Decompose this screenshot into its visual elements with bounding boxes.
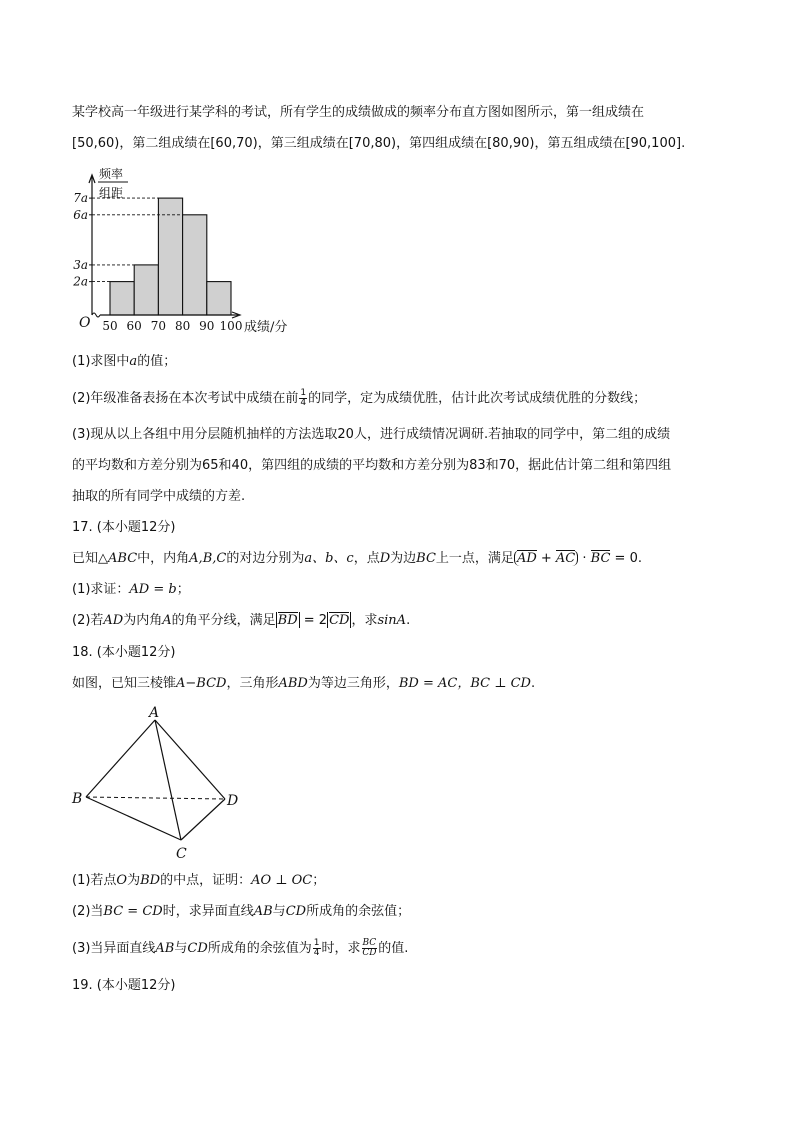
q18-header: 18. (本小题12分) [72, 645, 176, 660]
line-ab: AB [155, 941, 175, 956]
plus-sign: + [536, 551, 556, 566]
text: ，三角形 [226, 676, 279, 691]
point-d: D [379, 551, 391, 566]
x-tick-label: 80 [174, 319, 191, 333]
text: 的角平分线，满足 [171, 613, 276, 628]
dot-sign: · [578, 551, 591, 566]
x-tick-label: 100 [219, 319, 243, 333]
text: 已知 [72, 551, 99, 566]
histogram-bar [110, 282, 134, 315]
conditions: BD = AC，BC ⊥ CD [398, 676, 531, 691]
origin-label: O [79, 315, 91, 331]
text: 的对边分别为 [226, 551, 305, 566]
y-tick-label: 6a [73, 207, 88, 222]
numerator: 1 [313, 938, 320, 948]
numerator: BC [362, 938, 377, 948]
histogram-bar [207, 282, 231, 315]
numerator: 1 [300, 388, 307, 398]
text: ； [312, 873, 326, 888]
q16-part3-line3: 抽取的所有同学中成绩的方差. [72, 489, 246, 504]
text: ，点 [353, 551, 380, 566]
x-axis-label: 成绩/分 [244, 320, 288, 335]
text: (2)若 [72, 613, 104, 628]
text: 所成角的余弦值； [306, 904, 411, 919]
q18-part2 [72, 902, 410, 922]
angles: A,B,C [189, 551, 227, 566]
denominator: CD [362, 948, 377, 958]
vector-bd: BD [277, 613, 298, 628]
y-tick-label: 3a [73, 257, 88, 272]
text: (2)年级准备表扬在本次考试中成绩在前 [72, 391, 299, 406]
text: 为等边三角形， [307, 676, 399, 691]
text: (2)当 [72, 904, 104, 919]
edge-ac [155, 720, 181, 840]
text: 的值. [378, 941, 409, 956]
line-cd: CD [285, 904, 307, 919]
q17-part2 [72, 611, 410, 631]
x-tick-label: 50 [102, 319, 118, 333]
text: ，求 [351, 613, 378, 628]
text: 时，求异面直线 [162, 904, 254, 919]
text: 为内角 [123, 613, 163, 628]
tetrahedron-figure [68, 700, 258, 865]
text: 的同学，定为成绩优胜，估计此次考试成绩优胜的分数线； [308, 391, 647, 406]
q16-intro-line2: [50,60)，第二组成绩在[60,70)，第三组成绩在[70,80)，第四组成绩在[80,90)，第五组成绩在[90,100]. [72, 136, 686, 151]
vector-ac: AC [555, 551, 576, 566]
vertex-a-label: A [149, 705, 160, 721]
abs-vector-bd [276, 612, 300, 628]
q16-part1 [72, 352, 176, 372]
text: 如图，已知三棱锥 [72, 676, 177, 691]
sides: a、b、c [304, 551, 354, 566]
equals-two: = 2 [299, 613, 328, 628]
q17-header: 17. (本小题12分) [72, 520, 176, 535]
line-cd: CD [187, 941, 208, 956]
text: 的中点，证明： [160, 873, 252, 888]
q19-header: 19. (本小题12分) [72, 978, 176, 993]
y-tick-label: 2a [73, 274, 88, 289]
vector-ad: AD [516, 551, 537, 566]
x-tick-label: 60 [126, 319, 142, 333]
edge-ab [86, 720, 155, 797]
y-label-numerator: 频率 [99, 167, 124, 181]
text: 的值； [137, 354, 177, 369]
equation: AD = b [129, 582, 177, 597]
text: 时，求 [321, 941, 361, 956]
segment-bc: BC [416, 551, 436, 566]
text: (1)求图中 [72, 354, 130, 369]
frequency-histogram [68, 160, 308, 340]
text: . [530, 676, 536, 691]
q16-part2 [72, 389, 646, 409]
q16-intro-line1: 某学校高一年级进行某学科的考试，所有学生的成绩做成的频率分布直方图如图所示，第一组成绩在 [72, 105, 645, 120]
fraction-bc-over-cd [362, 939, 378, 958]
q16-part3-line2: 的平均数和方差分别为65和40，第四组的成绩的平均数和方差分别为83和70，据此估计第二组和第四组 [72, 458, 672, 473]
fraction-one-quarter [299, 389, 307, 408]
triangle-abd: ABD [278, 676, 308, 691]
x-tick-label: 70 [150, 319, 167, 333]
histogram-bar [134, 265, 158, 315]
line-ab: AB [253, 904, 273, 919]
text: 与 [272, 904, 286, 919]
equation: BC = CD [103, 904, 163, 919]
q18-part3 [72, 939, 408, 959]
text: 中，内角 [137, 551, 190, 566]
q17-part1 [72, 580, 190, 600]
axis-break-zigzag [92, 313, 100, 317]
text: (1)若点 [72, 873, 117, 888]
abs-vector-cd [327, 612, 351, 628]
denominator: 4 [313, 948, 320, 958]
q16-part3-line1: (3)现从以上各组中用分层随机抽样的方法选取20人，进行成绩情况调研.若抽取的同学中，第二组的成绩 [72, 427, 671, 442]
angle-a: A [162, 613, 172, 628]
denominator: 4 [300, 398, 307, 408]
segment-bd: BD [140, 873, 161, 888]
vertex-b-label: B [72, 791, 83, 807]
text: 与 [174, 941, 188, 956]
q17-stem [72, 549, 642, 569]
vector-bc: BC [590, 551, 611, 566]
vertex-c-label: C [176, 846, 187, 862]
triangle-abc: △ABC [98, 551, 138, 566]
edge-bc [86, 797, 181, 840]
histogram-bar [183, 215, 207, 315]
text: . [406, 613, 411, 628]
vector-sum [514, 550, 578, 566]
fraction-one-quarter [313, 939, 321, 958]
segment-ad: AD [103, 613, 124, 628]
edge-cd [181, 799, 225, 840]
tetrahedron: A−BCD [176, 676, 227, 691]
sin-a: sinA [377, 613, 407, 628]
text: 所成角的余弦值为 [207, 941, 312, 956]
text: (1)求证： [72, 582, 130, 597]
var-a: a [129, 354, 138, 369]
equals-zero: = 0. [610, 551, 642, 566]
text: 上一点，满足 [435, 551, 514, 566]
text: ； [176, 582, 190, 597]
vertex-d-label: D [227, 793, 239, 809]
x-tick-label: 90 [199, 319, 215, 333]
text: 为 [127, 873, 141, 888]
perpendicular: AO ⊥ OC [251, 873, 313, 888]
point-o: O [116, 873, 128, 888]
text: (3)当异面直线 [72, 941, 156, 956]
q18-part1 [72, 871, 325, 891]
vector-cd: CD [329, 613, 350, 628]
edge-bd-hidden [86, 797, 225, 799]
q18-stem [72, 674, 535, 694]
y-tick-label: 7a [73, 191, 88, 206]
y-label-denominator: 组距 [99, 186, 124, 200]
edge-ad [155, 720, 225, 799]
histogram-bar [158, 198, 182, 315]
text: 为边 [390, 551, 417, 566]
